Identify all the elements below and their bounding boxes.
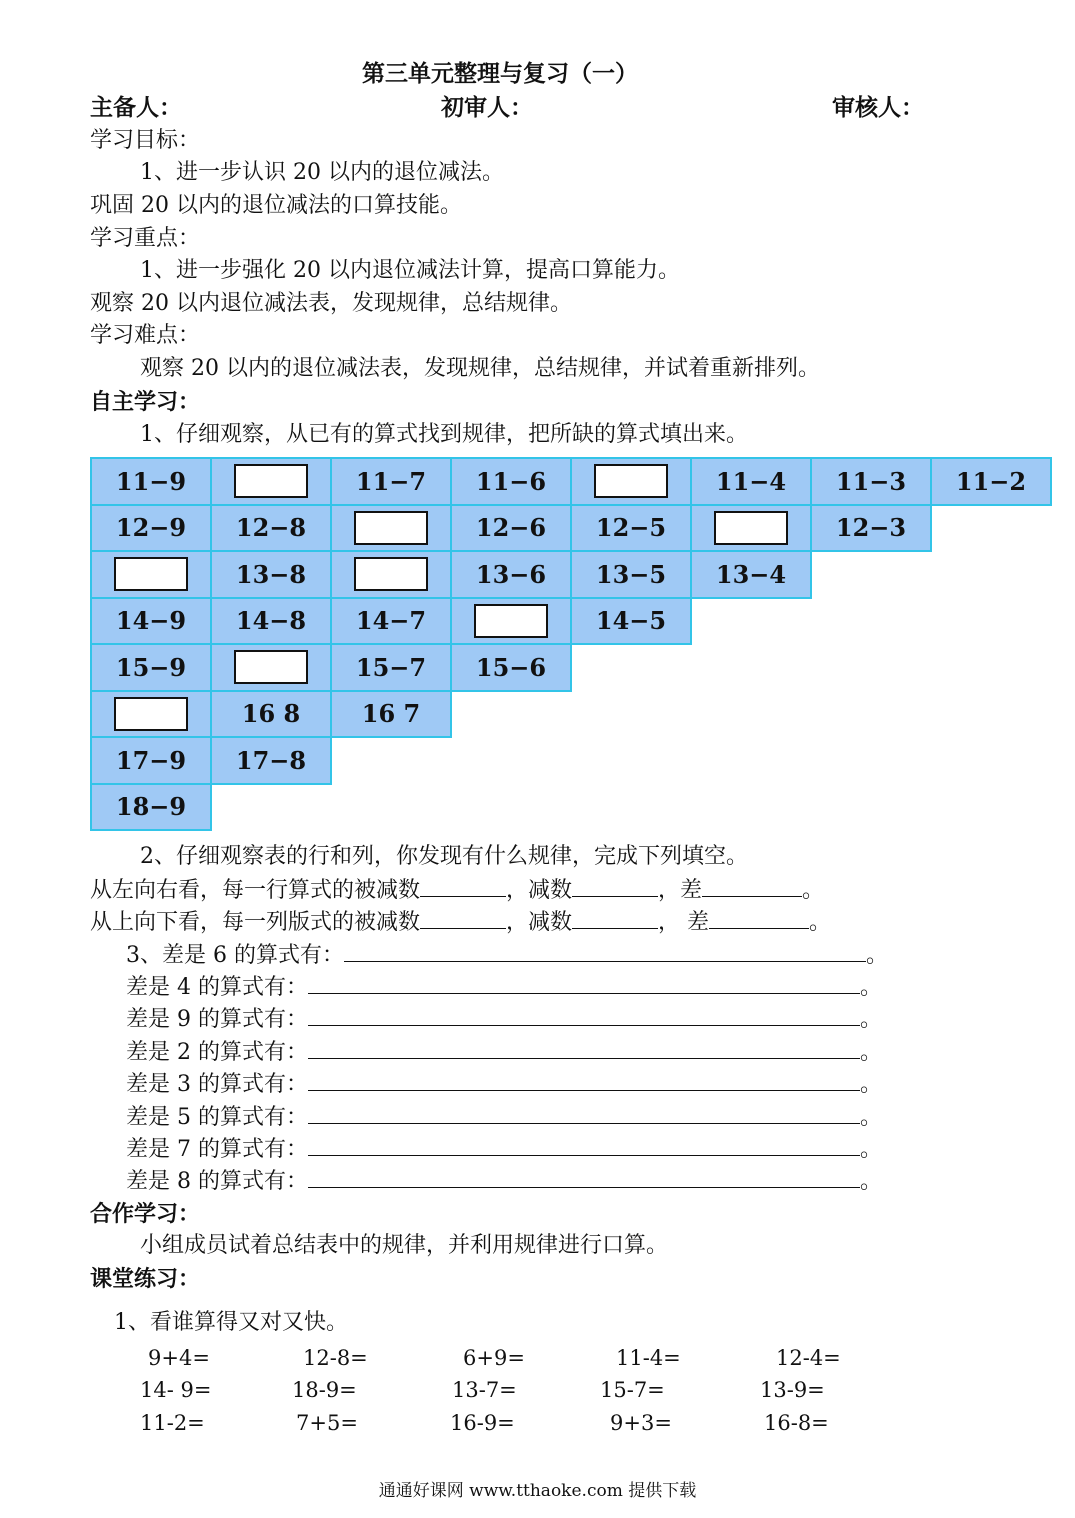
- table-cell: [690, 504, 812, 553]
- diff-label: 差是 2 的算式有：: [126, 1039, 308, 1065]
- table-cell: [450, 457, 572, 506]
- table-cell: [90, 550, 212, 599]
- expression-text: 11−6: [475, 466, 547, 496]
- table-cell: [450, 504, 572, 553]
- exercise-item: 9+3=: [610, 1411, 672, 1435]
- practice-heading: 课堂练习：: [90, 1266, 201, 1292]
- diff-blank[interactable]: [308, 1137, 860, 1156]
- row-rule-blank-2[interactable]: [572, 878, 658, 897]
- row-rule-blank-1[interactable]: [420, 878, 506, 897]
- diff-line: [126, 1137, 882, 1161]
- table-cell: [330, 550, 452, 599]
- expression-text: 14−5: [595, 606, 667, 636]
- cooperative-heading: 合作学习：: [90, 1201, 201, 1227]
- table-cell: [210, 457, 332, 506]
- diff-end: 。: [859, 1072, 882, 1098]
- diff-end: 。: [859, 975, 882, 1000]
- difficulty-item-1: 观察 20 以内的退位减法表，发现规律，总结规律，并试着重新排列。: [140, 356, 820, 381]
- diff-line: [126, 1169, 882, 1193]
- expression-text: 11−3: [835, 466, 907, 496]
- answer-box[interactable]: [714, 511, 788, 545]
- exercise-item: 7+5=: [296, 1411, 358, 1435]
- table-cell: [570, 504, 692, 553]
- key-point-item-1: 1、进一步强化 20 以内退位减法计算，提高口算能力。: [140, 258, 680, 283]
- expression-text: 11−7: [355, 466, 427, 496]
- task-3-first-line: [126, 943, 888, 967]
- answer-box[interactable]: [234, 650, 308, 684]
- expression-text: 12−6: [475, 513, 547, 543]
- table-cell: [570, 550, 692, 599]
- self-study-task-1: 1、仔细观察，从已有的算式找到规律，把所缺的算式填出来。: [140, 422, 748, 447]
- row-rule-blank-3[interactable]: [702, 878, 802, 897]
- exercise-item: 12-4=: [776, 1346, 841, 1370]
- exercise-item: 14- 9=: [140, 1378, 212, 1402]
- subtraction-table: [90, 457, 1052, 833]
- table-cell: [810, 504, 932, 553]
- row-rule-end: 。: [802, 878, 825, 903]
- diff-line: [126, 1040, 882, 1064]
- expression-text: 13−6: [475, 559, 547, 589]
- practice-task-1: 1、看谁算得又对又快。: [114, 1310, 348, 1335]
- row-rule-mid-2: ，差: [658, 878, 703, 903]
- expression-text: 12−5: [595, 513, 667, 543]
- table-cell: [690, 457, 812, 506]
- table-cell: [90, 690, 212, 739]
- col-rule-end: 。: [809, 910, 832, 935]
- expression-text: 17−8: [235, 745, 307, 775]
- task-3-first-end: 。: [865, 943, 888, 968]
- diff-blank[interactable]: [308, 975, 860, 994]
- exercise-item: 6+9=: [463, 1346, 525, 1370]
- objectives-heading: 学习目标：: [90, 128, 201, 153]
- expression-text: 11−2: [955, 466, 1027, 496]
- table-cell: [90, 597, 212, 646]
- table-cell: [450, 550, 572, 599]
- diff-line: [126, 1007, 882, 1031]
- col-rule-blank-3[interactable]: [709, 910, 809, 929]
- exercise-item: 12-8=: [303, 1346, 368, 1370]
- table-cell: [90, 783, 212, 832]
- table-cell: [810, 457, 932, 506]
- diff-end: 。: [859, 1007, 882, 1033]
- expression-text: 11−9: [115, 466, 187, 496]
- table-cell: [210, 690, 332, 739]
- table-cell: [930, 457, 1052, 506]
- col-rule-blank-2[interactable]: [572, 910, 658, 929]
- diff-label: 差是 3 的算式有：: [126, 1072, 308, 1098]
- expression-text: 14−7: [355, 606, 427, 636]
- table-cell: [570, 457, 692, 506]
- answer-box[interactable]: [234, 464, 308, 498]
- key-point-item-2: 观察 20 以内退位减法表，发现规律，总结规律。: [90, 291, 572, 316]
- expression-text: 15−7: [355, 652, 427, 682]
- diff-label: 差是 7 的算式有：: [126, 1137, 308, 1162]
- expression-text: 15−9: [115, 652, 187, 682]
- cooperative-text: 小组成员试着总结表中的规律，并利用规律进行口算。: [140, 1233, 669, 1258]
- expression-text: 16 7: [361, 699, 421, 729]
- self-study-heading: 自主学习：: [90, 389, 201, 415]
- expression-text: 12−3: [835, 513, 907, 543]
- task-3-first-label: 3、差是 6 的算式有：: [126, 943, 344, 968]
- col-rule-line: [90, 910, 831, 934]
- expression-text: 13−8: [235, 559, 307, 589]
- answer-box[interactable]: [354, 557, 428, 591]
- table-cell: [330, 457, 452, 506]
- diff-blank[interactable]: [308, 1040, 860, 1059]
- key-points-heading: 学习重点：: [90, 226, 201, 251]
- objective-item-2: 巩固 20 以内的退位减法的口算技能。: [90, 193, 462, 218]
- table-cell: [210, 597, 332, 646]
- row-rule-mid-1: ，减数: [506, 878, 573, 903]
- diff-blank[interactable]: [308, 1072, 860, 1091]
- main-prep-label: 主备人：: [90, 94, 182, 121]
- row-rule-line: [90, 878, 824, 902]
- answer-box[interactable]: [354, 511, 428, 545]
- col-rule-blank-1[interactable]: [420, 910, 506, 929]
- table-cell: [90, 736, 212, 785]
- expression-text: 12−8: [235, 513, 307, 543]
- expression-text: 13−5: [595, 559, 667, 589]
- expression-text: 16 8: [241, 699, 301, 729]
- col-rule-mid-1: ，减数: [506, 910, 573, 935]
- expression-text: 15−6: [475, 652, 547, 682]
- page-title: 第三单元整理与复习（一）: [362, 60, 638, 87]
- table-cell: [210, 643, 332, 692]
- answer-box[interactable]: [594, 464, 668, 498]
- diff-end: 。: [859, 1137, 882, 1162]
- expression-text: 17−9: [115, 745, 187, 775]
- expression-text: 14−9: [115, 606, 187, 636]
- exercise-item: 11-2=: [140, 1411, 205, 1435]
- expression-text: 11−4: [715, 466, 787, 496]
- reviewer-label: 审核人：: [832, 94, 924, 121]
- table-cell: [210, 550, 332, 599]
- exercise-item: 15-7=: [600, 1378, 665, 1402]
- table-cell: [330, 597, 452, 646]
- diff-line: [126, 1072, 882, 1096]
- table-cell: [90, 504, 212, 553]
- table-cell: [210, 504, 332, 553]
- diff-label: 差是 8 的算式有：: [126, 1169, 308, 1195]
- table-cell: [210, 736, 332, 785]
- difficulties-heading: 学习难点：: [90, 323, 201, 348]
- exercise-item: 13-7=: [452, 1378, 517, 1402]
- diff-label: 差是 5 的算式有：: [126, 1104, 308, 1130]
- expression-text: 13−4: [715, 559, 787, 589]
- exercise-item: 9+4=: [148, 1346, 210, 1370]
- table-cell: [90, 643, 212, 692]
- self-study-task-2: 2、仔细观察表的行和列，你发现有什么规律，完成下列填空。: [140, 844, 748, 869]
- table-cell: [450, 597, 572, 646]
- exercise-item: 16-8=: [764, 1411, 829, 1435]
- expression-text: 12−9: [115, 513, 187, 543]
- exercise-item: 16-9=: [450, 1411, 515, 1435]
- diff-blank[interactable]: [308, 1105, 860, 1124]
- diff-label: 差是 9 的算式有：: [126, 1007, 308, 1033]
- exercise-item: 11-4=: [616, 1346, 681, 1370]
- answer-box[interactable]: [114, 557, 188, 591]
- answer-box[interactable]: [474, 604, 548, 638]
- expression-text: 14−8: [235, 606, 307, 636]
- exercise-item: 18-9=: [292, 1378, 357, 1402]
- first-review-label: 初审人：: [441, 94, 533, 121]
- table-cell: [570, 597, 692, 646]
- diff-end: 。: [859, 1039, 882, 1065]
- table-cell: [330, 504, 452, 553]
- footer-credit: 通通好课网 www.tthaoke.com 提供下载: [378, 1481, 697, 1501]
- col-rule-prefix: 从上向下看，每一列版式的被减数: [90, 910, 421, 935]
- diff-blank[interactable]: [308, 1169, 860, 1188]
- diff-end: 。: [859, 1104, 882, 1130]
- diff-line: [126, 975, 882, 999]
- table-cell: [690, 550, 812, 599]
- row-rule-prefix: 从左向右看，每一行算式的被减数: [90, 878, 421, 903]
- diff-blank[interactable]: [308, 1007, 860, 1026]
- table-cell: [450, 643, 572, 692]
- table-cell: [330, 643, 452, 692]
- task-3-first-blank[interactable]: [344, 943, 866, 962]
- diff-end: 。: [859, 1169, 882, 1195]
- table-cell: [330, 690, 452, 739]
- objective-item-1: 1、进一步认识 20 以内的退位减法。: [140, 160, 504, 185]
- col-rule-mid-2: ， 差: [658, 910, 710, 935]
- diff-line: [126, 1105, 882, 1129]
- answer-box[interactable]: [114, 697, 188, 731]
- expression-text: 18−9: [115, 792, 187, 822]
- exercise-item: 13-9=: [760, 1378, 825, 1402]
- table-cell: [90, 457, 212, 506]
- diff-label: 差是 4 的算式有：: [126, 975, 308, 1000]
